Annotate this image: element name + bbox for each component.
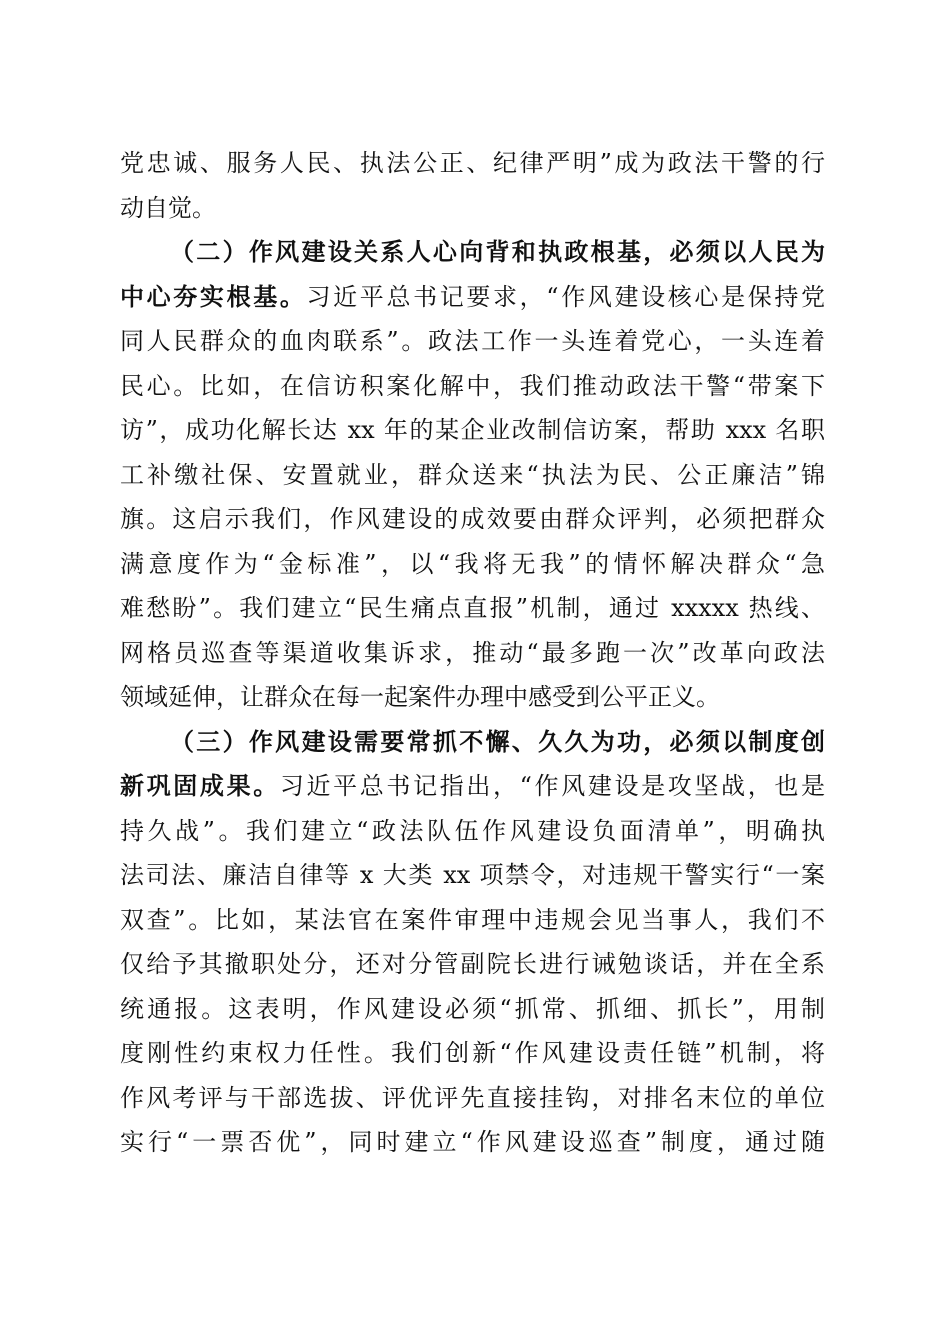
section-heading-text: （二）作风建设关系人心向背和执政根基，必须以人民为 bbox=[170, 237, 825, 266]
text-line bbox=[120, 764, 825, 809]
body-text: 统通报。这表明，作风建设必须“抓常、抓细、抓长”，用制 bbox=[120, 994, 825, 1023]
body-text: 作风考评与干部选拔、评优评先直接挂钩，对排名末位的单位 bbox=[120, 1083, 825, 1112]
text-line bbox=[120, 230, 825, 275]
body-text: 同人民群众的血肉联系”。政法工作一头连着党心，一头连着 bbox=[120, 327, 825, 355]
text-line bbox=[120, 186, 825, 231]
body-text: 网格员巡查等渠道收集诉求，推动“最多跑一次”改革向政法 bbox=[120, 638, 825, 667]
body-text: 动自觉。 bbox=[120, 193, 216, 222]
body-text: 难愁盼”。我们建立“民生痛点直报”机制，通过 xxxxx 热线、 bbox=[120, 594, 825, 622]
section-heading-text: （三）作风建设需要常抓不懈、久久为功，必须以制度创 bbox=[170, 726, 825, 756]
paragraph-2 bbox=[120, 230, 825, 720]
text-line bbox=[120, 809, 825, 854]
body-text: 持久战”。我们建立“政法队伍作风建设负面清单”，明确执 bbox=[120, 816, 825, 845]
text-line bbox=[120, 319, 825, 364]
paragraph-1 bbox=[120, 141, 825, 230]
text-line bbox=[120, 497, 825, 542]
paragraph-3 bbox=[120, 720, 825, 1165]
body-text: 法司法、廉洁自律等 x 大类 xx 项禁令，对违规干警实行“一案 bbox=[120, 861, 825, 889]
body-text: 习近平总书记指出，“作风建设是攻坚战，也是 bbox=[279, 772, 825, 800]
text-line bbox=[120, 675, 825, 720]
text-line bbox=[120, 453, 825, 498]
document-body bbox=[120, 141, 825, 1165]
text-line bbox=[120, 1076, 825, 1121]
text-line bbox=[120, 987, 825, 1032]
body-text: 双查”。比如，某法官在案件审理中违规会见当事人，我们不 bbox=[120, 905, 825, 934]
text-line bbox=[120, 586, 825, 631]
text-line bbox=[120, 720, 825, 765]
text-line bbox=[120, 1120, 825, 1165]
body-text: 领域延伸，让群众在每一起案件办理中感受到公平正义。 bbox=[120, 683, 720, 711]
section-heading-text: 新巩固成果。 bbox=[120, 771, 280, 800]
text-line bbox=[120, 141, 825, 186]
text-line bbox=[120, 408, 825, 453]
body-text: 满意度作为“金标准”，以“我将无我”的情怀解决群众“急 bbox=[120, 549, 825, 578]
text-line bbox=[120, 542, 825, 587]
body-text: 度刚性约束权力任性。我们创新“作风建设责任链”机制，将 bbox=[120, 1039, 825, 1067]
body-text: 访”，成功化解长达 xx 年的某企业改制信访案，帮助 xxx 名职 bbox=[120, 416, 825, 444]
body-text: 实行“一票否优”，同时建立“作风建设巡查”制度，通过随 bbox=[120, 1128, 825, 1156]
text-line bbox=[120, 631, 825, 676]
body-text: 仅给予其撤职处分，还对分管副院长进行诫勉谈话，并在全系 bbox=[120, 950, 825, 978]
text-line bbox=[120, 275, 825, 320]
body-text: 党忠诚、服务人民、执法公正、纪律严明”成为政法干警的行 bbox=[120, 149, 825, 177]
body-text: 工补缴社保、安置就业，群众送来“执法为民、公正廉洁”锦 bbox=[120, 460, 825, 489]
text-line bbox=[120, 942, 825, 987]
body-text: 习近平总书记要求，“作风建设核心是保持党 bbox=[306, 282, 826, 311]
section-heading-text: 中心夯实根基。 bbox=[120, 281, 307, 311]
text-line bbox=[120, 364, 825, 409]
body-text: 民心。比如，在信访积案化解中，我们推动政法干警“带案下 bbox=[120, 371, 825, 400]
text-line bbox=[120, 1031, 825, 1076]
text-line bbox=[120, 853, 825, 898]
text-line bbox=[120, 898, 825, 943]
body-text: 旗。这启示我们，作风建设的成效要由群众评判，必须把群众 bbox=[120, 505, 825, 533]
